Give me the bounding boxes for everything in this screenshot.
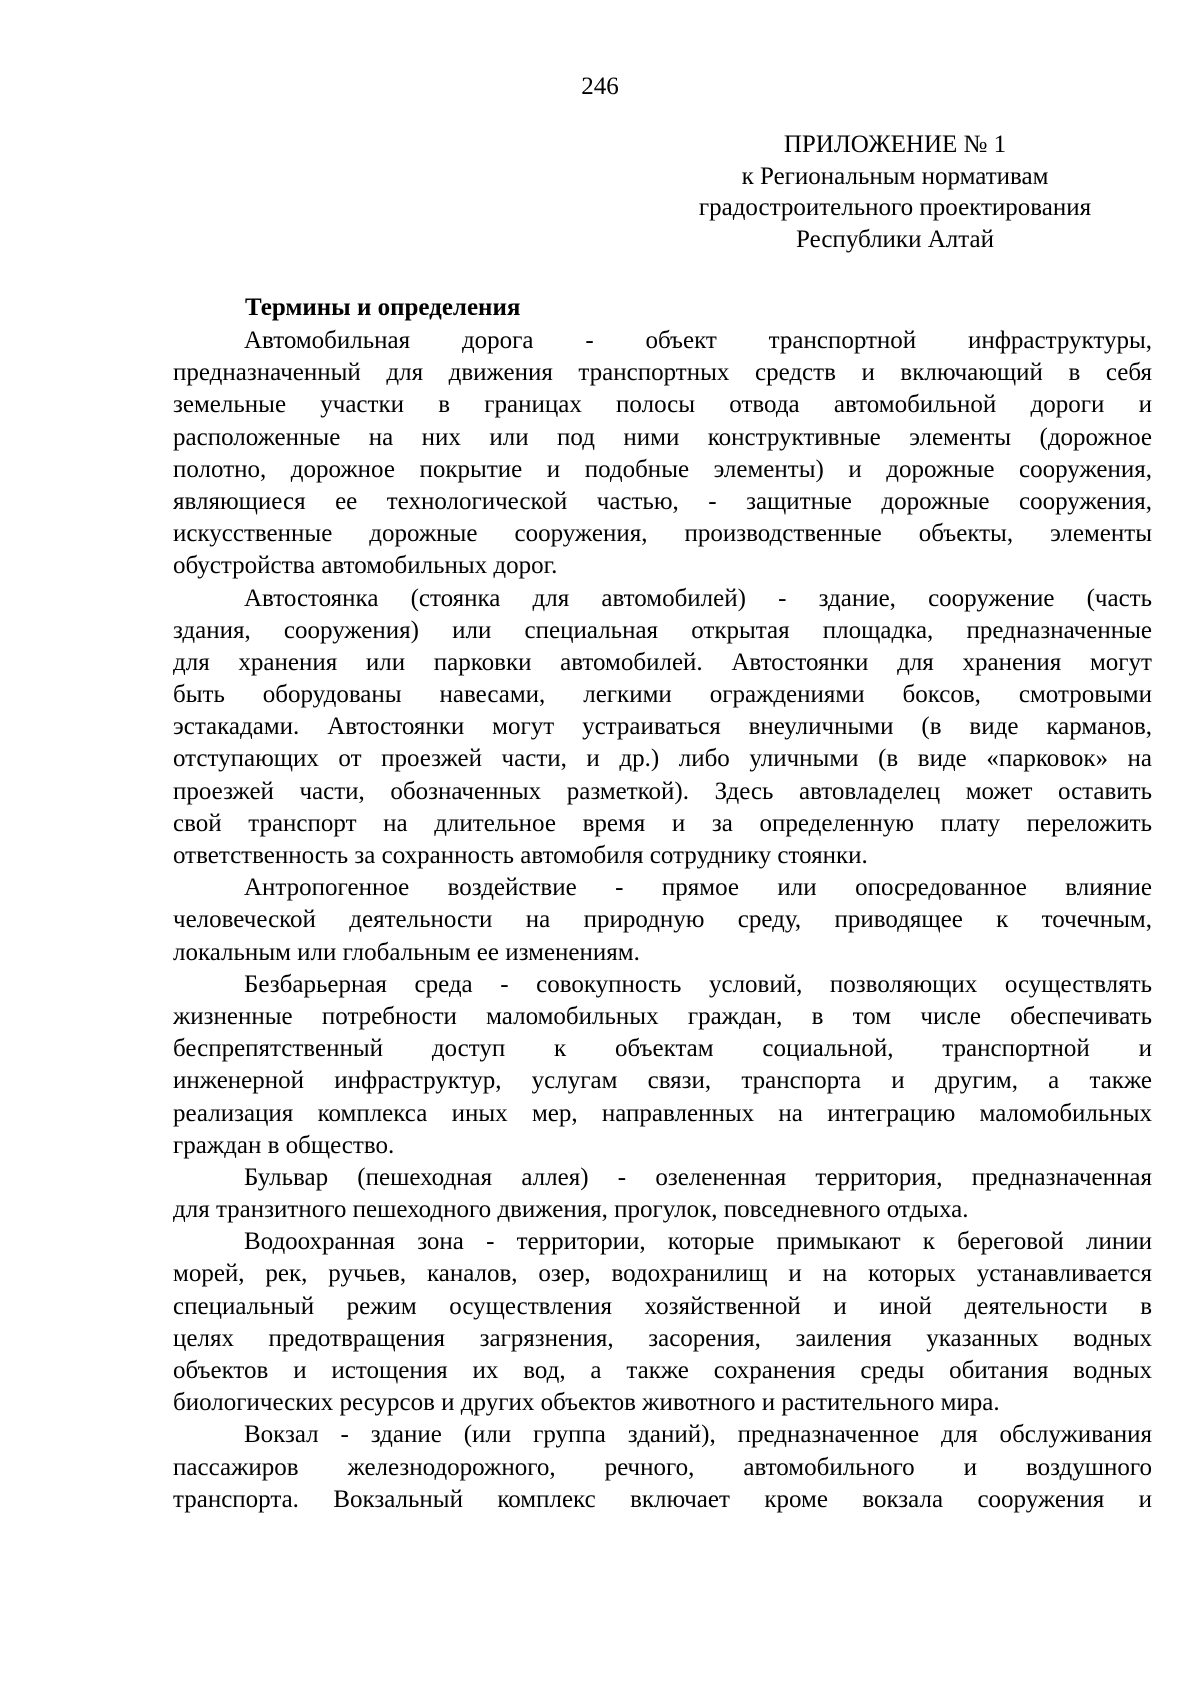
appendix-line: Республики Алтай bbox=[796, 225, 994, 253]
paragraph-line: Антропогенное воздействие - прямое или опосредованное влияние bbox=[244, 874, 1152, 902]
paragraph-line: локальным или глобальным ее изменениям. bbox=[173, 938, 640, 966]
paragraph-line: расположенные на них или под ними конструктивные элементы (дорожное bbox=[173, 423, 1152, 451]
appendix-header bbox=[630, 129, 1160, 255]
paragraph-line: проезжей части, обозначенных разметкой). Здесь автовладелец может оставить bbox=[173, 777, 1152, 805]
paragraph-line: быть оборудованы навесами, легкими ограждениями боксов, смотровыми bbox=[173, 681, 1152, 709]
paragraph-line: искусственные дорожные сооружения, производственные объекты, элементы bbox=[173, 520, 1152, 548]
paragraph bbox=[173, 1162, 1152, 1226]
paragraph-line: инженерной инфраструктур, услугам связи, транспорта и другим, а также bbox=[173, 1067, 1152, 1095]
paragraph-line: для транзитного пешеходного движения, прогулок, повседневного отдыха. bbox=[173, 1196, 969, 1224]
appendix-line: градостроительного проектирования bbox=[698, 194, 1092, 221]
appendix-line: к Региональным нормативам bbox=[741, 162, 1049, 190]
paragraph-line: объектов и истощения их вод, а также сохранения среды обитания водных bbox=[173, 1357, 1152, 1384]
paragraph-line: свой транспорт на длительное время и за определенную плату переложить bbox=[173, 809, 1152, 837]
section-heading: Термины и определения bbox=[245, 294, 521, 321]
paragraph-line: земельные участки в границах полосы отвода автомобильной дороги и bbox=[173, 391, 1152, 419]
paragraph-line: целях предотвращения загрязнения, засорения, заиления указанных водных bbox=[173, 1324, 1152, 1352]
paragraph-line: здания, сооружения) или специальная открытая площадка, предназначенные bbox=[173, 616, 1152, 644]
paragraph-line: являющиеся ее технологической частью, - защитные дорожные сооружения, bbox=[173, 487, 1152, 515]
paragraph-line: Вокзал - здание (или группа зданий), предназначенное для обслуживания bbox=[244, 1421, 1152, 1449]
paragraph-line: эстакадами. Автостоянки могут устраиваться внеуличными (в виде карманов, bbox=[173, 713, 1152, 741]
paragraph-line: пассажиров железнодорожного, речного, автомобильного и воздушного bbox=[173, 1453, 1152, 1481]
paragraph-line: Водоохранная зона - территории, которые примыкают к береговой линии bbox=[244, 1228, 1152, 1256]
document-body bbox=[173, 325, 1152, 1516]
paragraph-line: полотно, дорожное покрытие и подобные элементы) и дорожные сооружения, bbox=[173, 455, 1152, 483]
paragraph-line: предназначенный для движения транспортных средств и включающий в себя bbox=[173, 359, 1152, 387]
paragraph-line: Безбарьерная среда - совокупность условий, позволяющих осуществлять bbox=[244, 970, 1152, 998]
paragraph-line: для хранения или парковки автомобилей. Автостоянки для хранения могут bbox=[173, 648, 1152, 676]
paragraph-line: специальный режим осуществления хозяйственной и иной деятельности в bbox=[173, 1292, 1152, 1320]
paragraph-line: транспорта. Вокзальный комплекс включает кроме вокзала сооружения и bbox=[173, 1485, 1152, 1513]
paragraph-line: обустройства автомобильных дорог. bbox=[173, 552, 558, 580]
appendix-title: ПРИЛОЖЕНИЕ № 1 bbox=[783, 131, 1007, 158]
paragraph-line: ответственность за сохранность автомобиля сотруднику стоянки. bbox=[173, 842, 868, 869]
paragraph bbox=[173, 969, 1152, 1162]
paragraph bbox=[173, 583, 1152, 873]
paragraph-line: Бульвар (пешеходная аллея) - озелененная территория, предназначенная bbox=[244, 1163, 1152, 1191]
paragraph-line: морей, рек, ручьев, каналов, озер, водохранилищ и на которых устанавливается bbox=[173, 1260, 1152, 1288]
paragraph-line: реализация комплекса иных мер, направленных на интеграцию маломобильных bbox=[173, 1099, 1152, 1127]
paragraph bbox=[173, 872, 1152, 969]
paragraph-line: Автостоянка (стоянка для автомобилей) - здание, сооружение (часть bbox=[244, 584, 1152, 612]
paragraph-line: биологических ресурсов и других объектов животного и растительного мира. bbox=[173, 1389, 1000, 1417]
paragraph-line: человеческой деятельности на природную среду, приводящее к точечным, bbox=[173, 906, 1152, 934]
paragraph bbox=[173, 1226, 1152, 1419]
paragraph-line: отступающих от проезжей части, и др.) либо уличными (в виде «парковок» на bbox=[173, 745, 1152, 773]
page-number: 246 bbox=[581, 73, 619, 100]
paragraph bbox=[173, 325, 1152, 583]
paragraph-line: граждан в общество. bbox=[173, 1131, 395, 1159]
paragraph-line: жизненные потребности маломобильных граждан, в том числе обеспечивать bbox=[173, 1002, 1152, 1030]
paragraph bbox=[173, 1419, 1152, 1516]
paragraph-line: Автомобильная дорога - объект транспортной инфраструктуры, bbox=[244, 327, 1152, 354]
paragraph-line: беспрепятственный доступ к объектам социальной, транспортной и bbox=[173, 1035, 1152, 1063]
